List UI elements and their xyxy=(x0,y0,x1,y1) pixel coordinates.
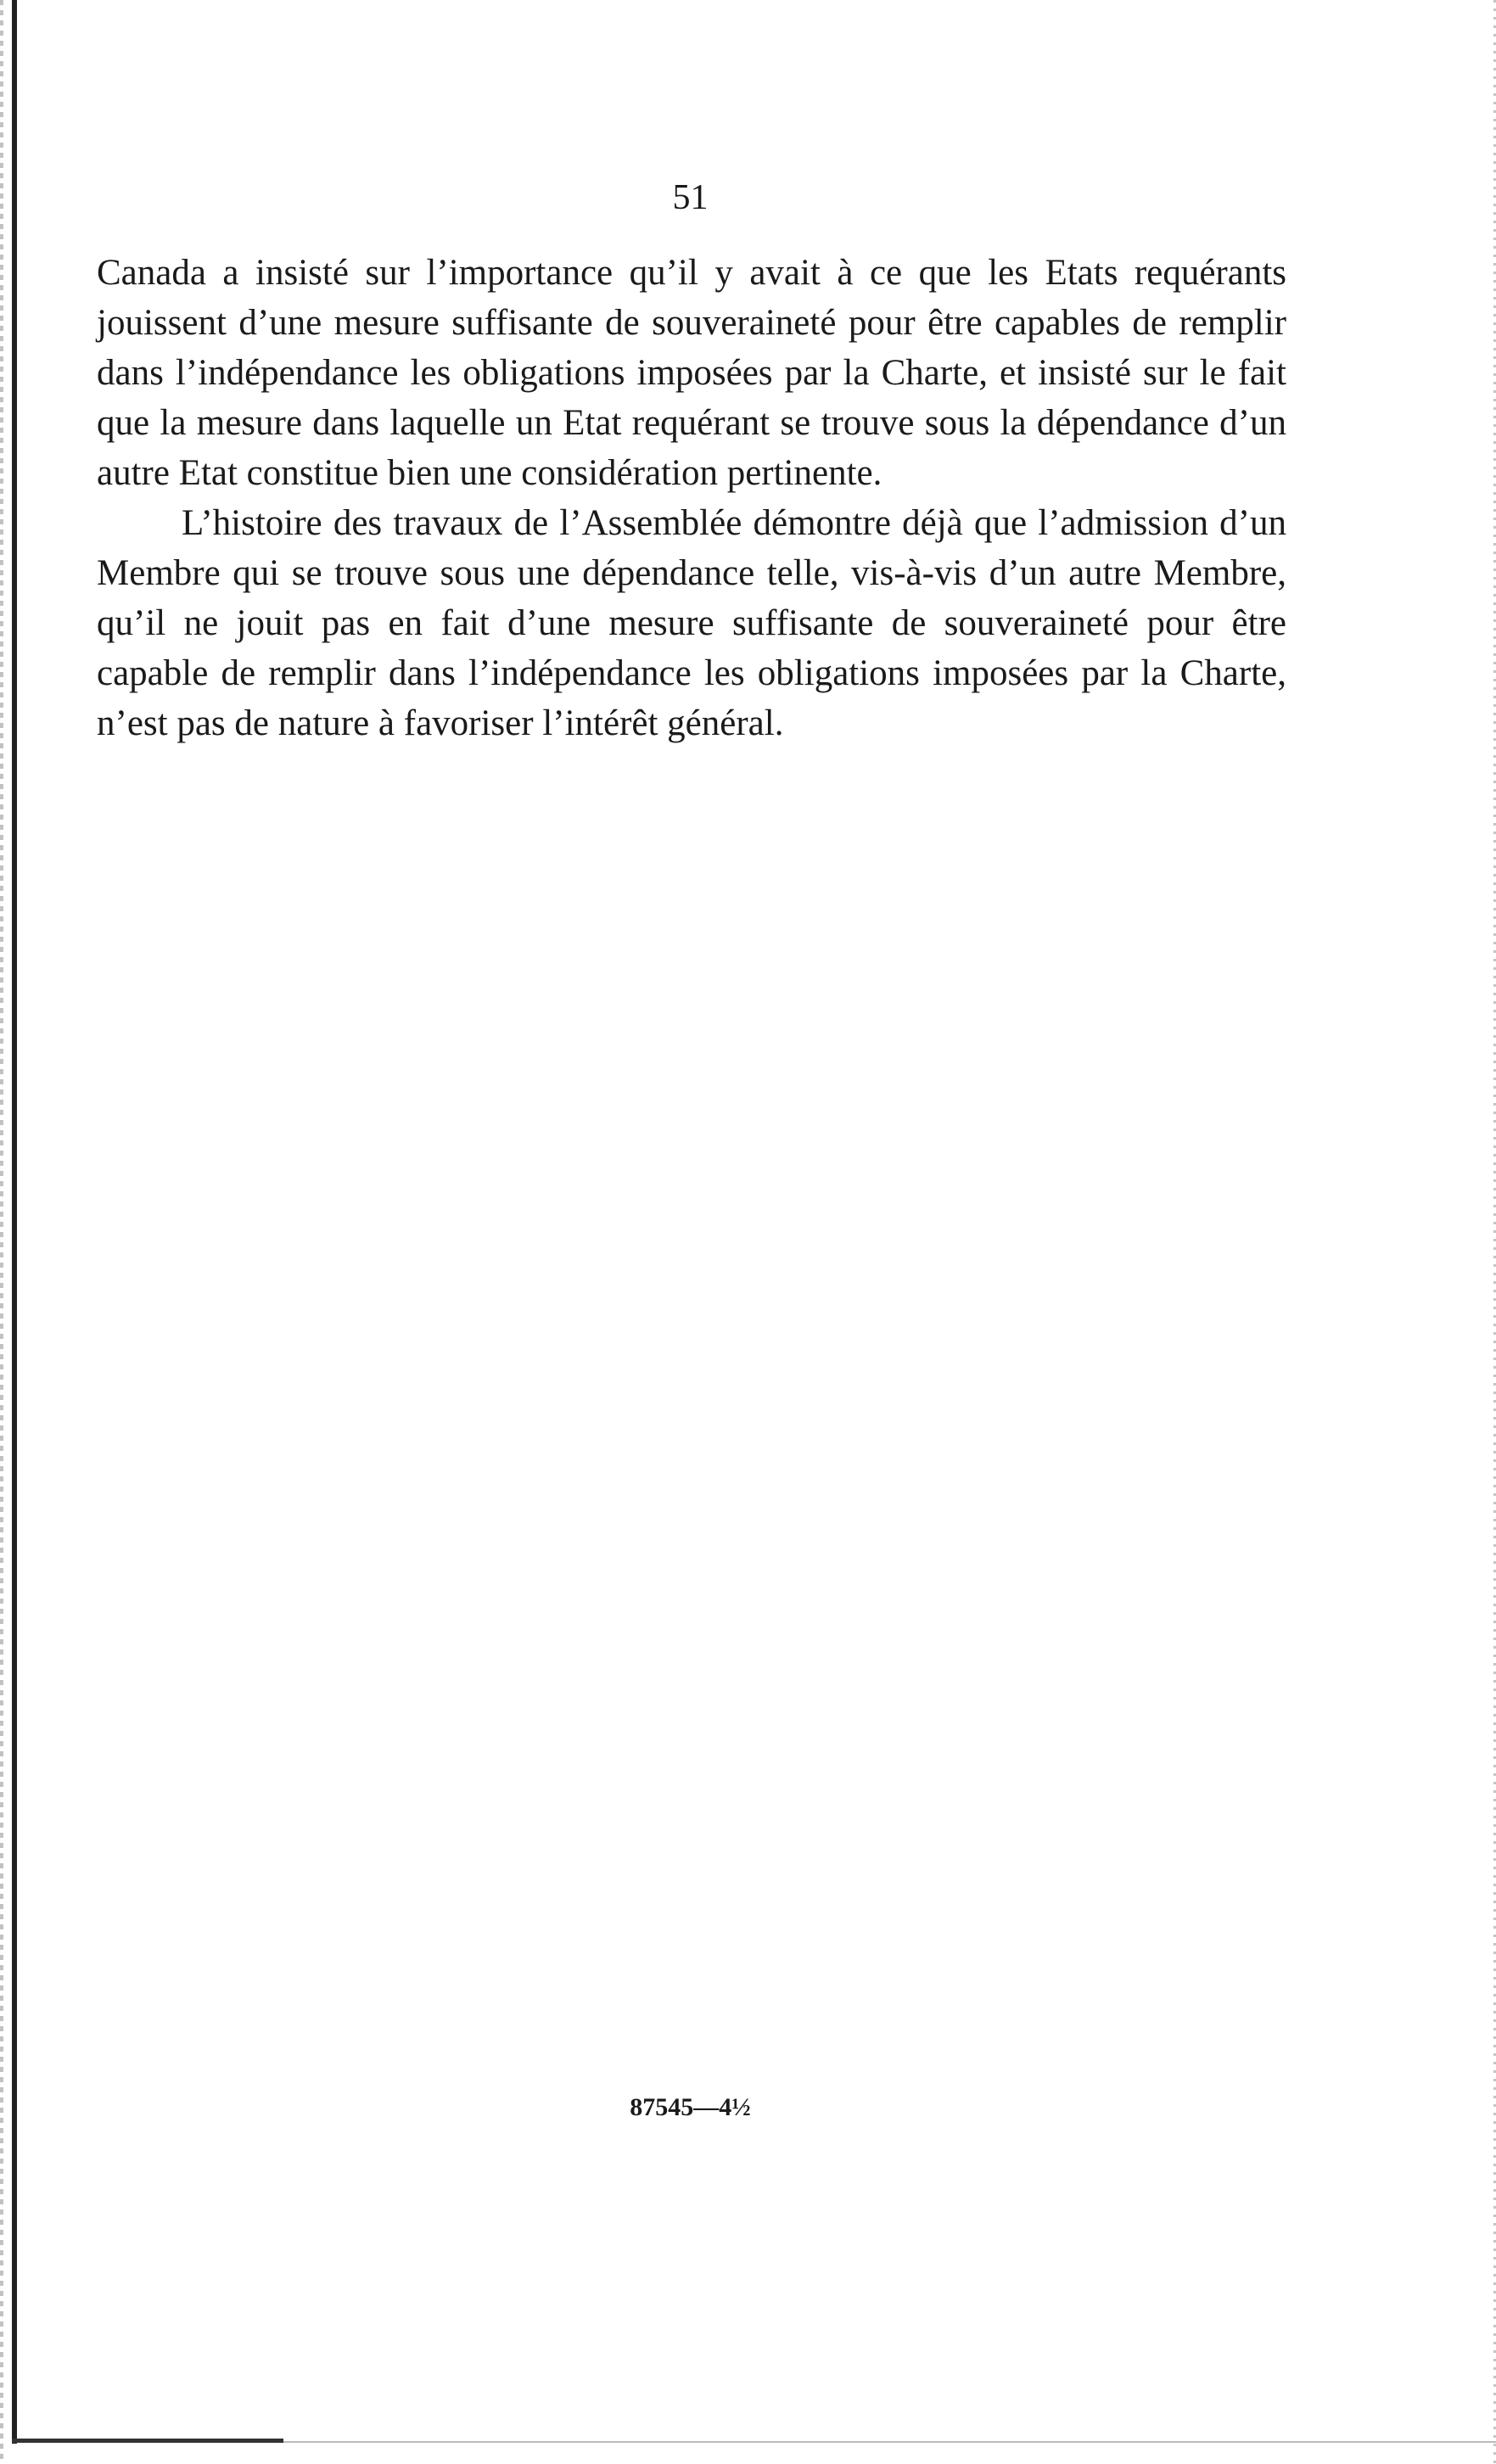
print-code: 87545—4½ xyxy=(630,2093,751,2121)
body-text xyxy=(97,248,1286,748)
page-border-bottom-thin xyxy=(283,2441,1496,2443)
page-number: 51 xyxy=(672,178,709,217)
paragraph-1: Canada a insisté sur l’importance qu’il y avait à ce que les Etats requérants jouissent d’une mesure suffisante de souveraineté pour être capables de remplir dans l’indépendance les obligations imposées par la Charte, et insisté sur le fait que la mesure dans laquelle un Etat requérant se trouve sous la dépendance d’un autre Etat constitue bien une considération pertinente. xyxy=(97,253,1286,493)
page-border-left xyxy=(12,0,17,2444)
paragraph-2: L’histoire des travaux de l’Assemblée démontre déjà que l’admission d’un Membre qui se trouve sous une dépendance telle, vis-à-vis d’un autre Membre, qu’il ne jouit pas en fait d’une mesure suffisante de souveraineté pour être capable de remplir dans l’indépendance les obligations imposées par la Charte, n’est pas de nature à favoriser l’intérêt général. xyxy=(97,503,1286,743)
page-border-bottom xyxy=(12,2439,283,2443)
